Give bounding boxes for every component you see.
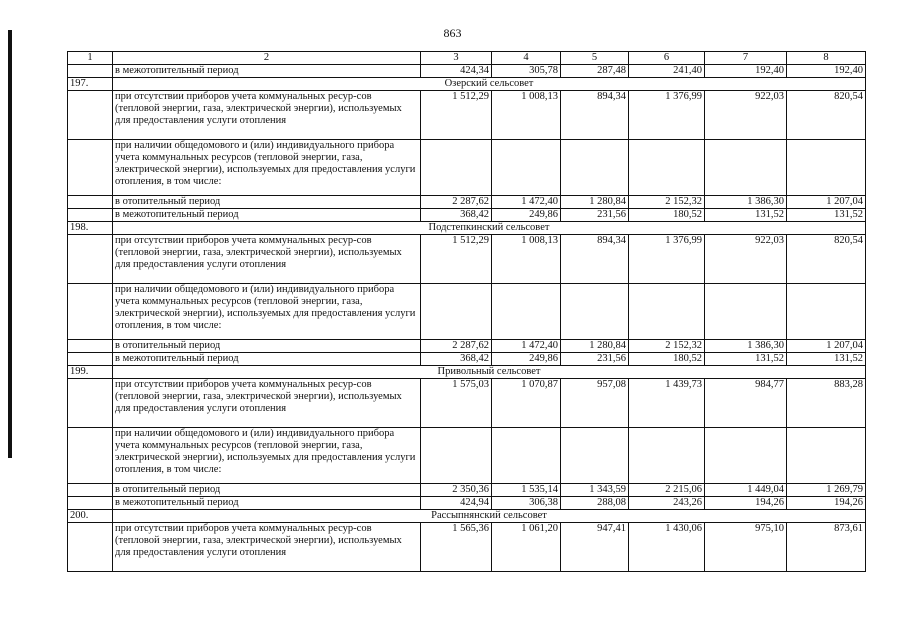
- value-cell-col-4: 1 061,20: [492, 523, 561, 572]
- column-header-8: 8: [787, 52, 866, 65]
- table-row: [68, 484, 866, 497]
- value-cell-col-3: 1 512,29: [421, 235, 492, 284]
- row-label: в отопительный период: [113, 484, 421, 497]
- value-cell-col-4: 1 008,13: [492, 91, 561, 140]
- value-cell-col-3: 2 287,62: [421, 196, 492, 209]
- table-row: [68, 340, 866, 353]
- column-header-6: 6: [629, 52, 705, 65]
- value-cell-col-3: 2 287,62: [421, 340, 492, 353]
- table-row: [68, 379, 866, 428]
- column-header-7: 7: [705, 52, 787, 65]
- value-cell-col-8: [787, 428, 866, 484]
- value-cell-col-4: [492, 140, 561, 196]
- value-cell-col-8: 1 207,04: [787, 196, 866, 209]
- header-row: [68, 52, 866, 65]
- value-cell-col-6: 243,26: [629, 497, 705, 510]
- section-name: Озерский сельсовет: [113, 78, 866, 91]
- section-number: 197.: [68, 78, 113, 91]
- value-cell-col-3: 368,42: [421, 353, 492, 366]
- row-label: в межотопительный период: [113, 497, 421, 510]
- value-cell-col-7: 975,10: [705, 523, 787, 572]
- value-cell-col-5: 231,56: [561, 209, 629, 222]
- value-cell-col-5: [561, 284, 629, 340]
- value-cell-col-4: [492, 428, 561, 484]
- value-cell-col-3: 1 575,03: [421, 379, 492, 428]
- value-cell-col-4: 249,86: [492, 209, 561, 222]
- value-cell-col-8: 1 207,04: [787, 340, 866, 353]
- value-cell-col-6: 241,40: [629, 65, 705, 78]
- row-label: при отсутствии приборов учета коммунальных ресур-сов (тепловой энергии, газа, электрической энергии), используемых для предоставления услуги отопления: [113, 523, 421, 572]
- table-row: [68, 196, 866, 209]
- value-cell-col-6: 1 376,99: [629, 91, 705, 140]
- row-label: в отопительный период: [113, 196, 421, 209]
- row-number-cell: [68, 340, 113, 353]
- table-row: [68, 284, 866, 340]
- table-row: [68, 353, 866, 366]
- value-cell-col-4: [492, 284, 561, 340]
- value-cell-col-4: 1 472,40: [492, 340, 561, 353]
- value-cell-col-3: 424,94: [421, 497, 492, 510]
- section-row: [68, 78, 866, 91]
- value-cell-col-6: 2 215,06: [629, 484, 705, 497]
- row-label: при наличии общедомового и (или) индивидуального прибора учета коммунальных ресурсов (тепловой энергии, газа, электрической энергии), используемых для предоставления услуги отопления, в том числе:: [113, 428, 421, 484]
- value-cell-col-7: [705, 428, 787, 484]
- value-cell-col-5: 287,48: [561, 65, 629, 78]
- value-cell-col-3: 1 565,36: [421, 523, 492, 572]
- page-edge-bar: [8, 30, 12, 458]
- row-label: при отсутствии приборов учета коммунальных ресур-сов (тепловой энергии, газа, электрической энергии), используемых для предоставления услуги отопления: [113, 379, 421, 428]
- value-cell-col-6: [629, 140, 705, 196]
- value-cell-col-6: 2 152,32: [629, 340, 705, 353]
- value-cell-col-5: 1 280,84: [561, 340, 629, 353]
- value-cell-col-3: 424,34: [421, 65, 492, 78]
- section-row: [68, 222, 866, 235]
- section-row: [68, 510, 866, 523]
- section-number: 198.: [68, 222, 113, 235]
- value-cell-col-7: 1 386,30: [705, 196, 787, 209]
- value-cell-col-5: 947,41: [561, 523, 629, 572]
- tariff-table: [67, 51, 866, 572]
- table-row: [68, 523, 866, 572]
- row-label: в межотопительный период: [113, 209, 421, 222]
- value-cell-col-8: 131,52: [787, 353, 866, 366]
- value-cell-col-3: [421, 140, 492, 196]
- table-row: [68, 235, 866, 284]
- column-header-4: 4: [492, 52, 561, 65]
- column-header-2: 2: [113, 52, 421, 65]
- row-number-cell: [68, 497, 113, 510]
- row-label: при отсутствии приборов учета коммунальных ресур-сов (тепловой энергии, газа, электрической энергии), используемых для предоставления услуги отопления: [113, 91, 421, 140]
- value-cell-col-7: 194,26: [705, 497, 787, 510]
- value-cell-col-7: [705, 140, 787, 196]
- value-cell-col-5: 894,34: [561, 235, 629, 284]
- row-label: в отопительный период: [113, 340, 421, 353]
- value-cell-col-8: [787, 284, 866, 340]
- row-number-cell: [68, 140, 113, 196]
- value-cell-col-6: 180,52: [629, 353, 705, 366]
- value-cell-col-5: 1 343,59: [561, 484, 629, 497]
- value-cell-col-4: 305,78: [492, 65, 561, 78]
- value-cell-col-5: 288,08: [561, 497, 629, 510]
- table-row: [68, 140, 866, 196]
- section-number: 199.: [68, 366, 113, 379]
- section-name: Подстепкинский сельсовет: [113, 222, 866, 235]
- value-cell-col-5: 1 280,84: [561, 196, 629, 209]
- value-cell-col-6: [629, 284, 705, 340]
- row-number-cell: [68, 484, 113, 497]
- value-cell-col-6: [629, 428, 705, 484]
- value-cell-col-7: 984,77: [705, 379, 787, 428]
- table-row: [68, 65, 866, 78]
- value-cell-col-3: [421, 428, 492, 484]
- row-label: в межотопительный период: [113, 65, 421, 78]
- value-cell-col-8: 194,26: [787, 497, 866, 510]
- table-row: [68, 209, 866, 222]
- value-cell-col-4: 1 070,87: [492, 379, 561, 428]
- row-number-cell: [68, 209, 113, 222]
- value-cell-col-8: 873,61: [787, 523, 866, 572]
- value-cell-col-4: 1 535,14: [492, 484, 561, 497]
- value-cell-col-3: 2 350,36: [421, 484, 492, 497]
- value-cell-col-7: [705, 284, 787, 340]
- value-cell-col-7: 1 449,04: [705, 484, 787, 497]
- value-cell-col-5: 957,08: [561, 379, 629, 428]
- value-cell-col-3: 368,42: [421, 209, 492, 222]
- value-cell-col-5: 231,56: [561, 353, 629, 366]
- column-header-5: 5: [561, 52, 629, 65]
- value-cell-col-8: 820,54: [787, 235, 866, 284]
- value-cell-col-4: 306,38: [492, 497, 561, 510]
- value-cell-col-6: 1 430,06: [629, 523, 705, 572]
- value-cell-col-5: 894,34: [561, 91, 629, 140]
- value-cell-col-8: 1 269,79: [787, 484, 866, 497]
- row-number-cell: [68, 523, 113, 572]
- value-cell-col-7: 192,40: [705, 65, 787, 78]
- value-cell-col-8: 820,54: [787, 91, 866, 140]
- value-cell-col-3: [421, 284, 492, 340]
- value-cell-col-7: 922,03: [705, 235, 787, 284]
- table-row: [68, 497, 866, 510]
- column-header-1: 1: [68, 52, 113, 65]
- value-cell-col-3: 1 512,29: [421, 91, 492, 140]
- column-header-3: 3: [421, 52, 492, 65]
- value-cell-col-4: 249,86: [492, 353, 561, 366]
- section-number: 200.: [68, 510, 113, 523]
- page-number: 863: [443, 26, 462, 40]
- value-cell-col-6: 180,52: [629, 209, 705, 222]
- row-number-cell: [68, 379, 113, 428]
- value-cell-col-4: 1 472,40: [492, 196, 561, 209]
- value-cell-col-7: 131,52: [705, 353, 787, 366]
- section-name: Привольный сельсовет: [113, 366, 866, 379]
- value-cell-col-4: 1 008,13: [492, 235, 561, 284]
- row-label: в межотопительный период: [113, 353, 421, 366]
- value-cell-col-5: [561, 140, 629, 196]
- row-number-cell: [68, 235, 113, 284]
- table-row: [68, 91, 866, 140]
- table-row: [68, 428, 866, 484]
- value-cell-col-7: 131,52: [705, 209, 787, 222]
- row-number-cell: [68, 91, 113, 140]
- value-cell-col-8: [787, 140, 866, 196]
- value-cell-col-7: 922,03: [705, 91, 787, 140]
- value-cell-col-8: 883,28: [787, 379, 866, 428]
- row-number-cell: [68, 428, 113, 484]
- row-number-cell: [68, 65, 113, 78]
- section-name: Рассыпнянский сельсовет: [113, 510, 866, 523]
- value-cell-col-6: 2 152,32: [629, 196, 705, 209]
- value-cell-col-7: 1 386,30: [705, 340, 787, 353]
- value-cell-col-8: 192,40: [787, 65, 866, 78]
- value-cell-col-8: 131,52: [787, 209, 866, 222]
- row-label: при наличии общедомового и (или) индивидуального прибора учета коммунальных ресурсов (тепловой энергии, газа, электрической энергии), используемых для предоставления услуги отопления, в том числе:: [113, 140, 421, 196]
- section-row: [68, 366, 866, 379]
- row-number-cell: [68, 353, 113, 366]
- value-cell-col-6: 1 376,99: [629, 235, 705, 284]
- row-label: при наличии общедомового и (или) индивидуального прибора учета коммунальных ресурсов (тепловой энергии, газа, электрической энергии), используемых для предоставления услуги отопления, в том числе:: [113, 284, 421, 340]
- value-cell-col-5: [561, 428, 629, 484]
- row-number-cell: [68, 196, 113, 209]
- row-number-cell: [68, 284, 113, 340]
- row-label: при отсутствии приборов учета коммунальных ресур-сов (тепловой энергии, газа, электрической энергии), используемых для предоставления услуги отопления: [113, 235, 421, 284]
- value-cell-col-6: 1 439,73: [629, 379, 705, 428]
